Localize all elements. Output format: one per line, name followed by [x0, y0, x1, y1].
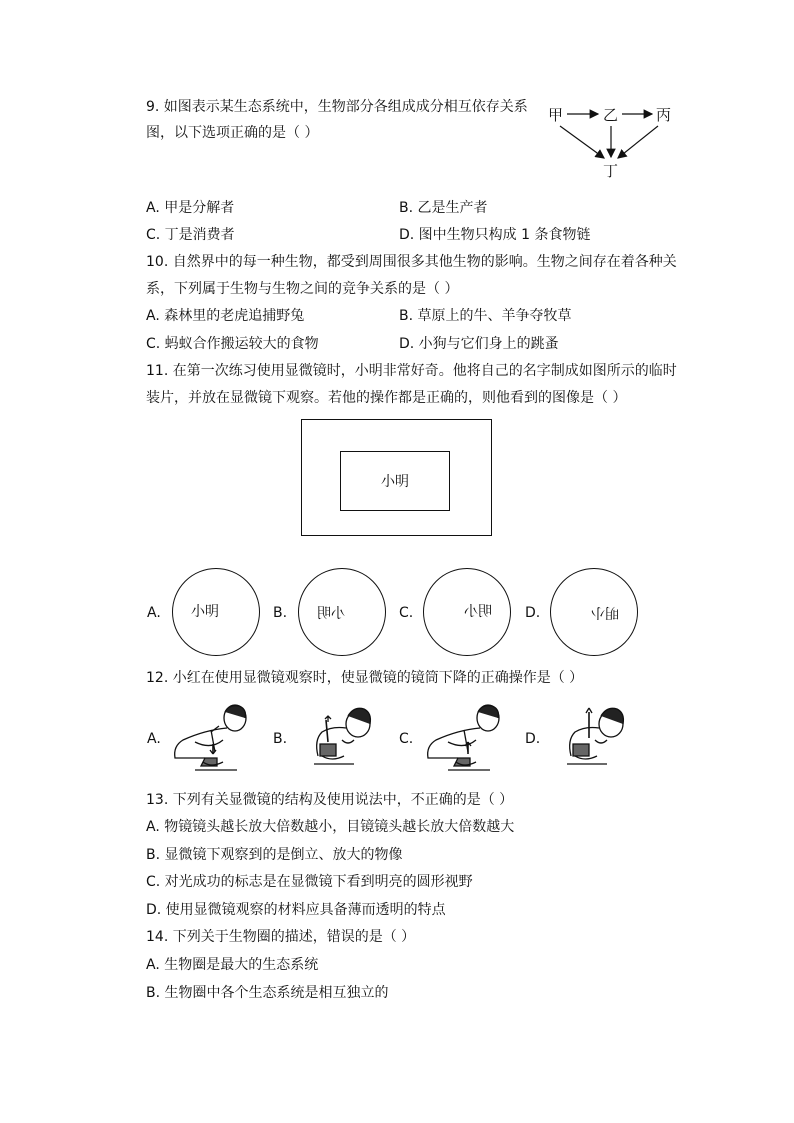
q10-option-b: B. 草原上的牛、羊争夺牧草: [399, 308, 572, 324]
slide-label-box: [340, 451, 450, 511]
q11-option-a-text: 小明: [191, 604, 219, 620]
q11-option-b-text: 小明: [317, 606, 345, 622]
q11-option-d-text: 明小: [591, 604, 619, 620]
q11-stem-line2: 装片，并放在显微镜下观察。若他的操作都是正确的，则他看到的图像是（ ）: [146, 390, 627, 406]
q13-stem: 13. 下列有关显微镜的结构及使用说法中，不正确的是（ ）: [146, 792, 514, 808]
q11-option-c-letter: C.: [399, 605, 414, 621]
q10-stem-line2: 系，下列属于生物与生物之间的竞争关系的是（ ）: [146, 281, 459, 297]
temporary-slide-figure: [301, 419, 492, 536]
arrow-jia-ding: [560, 126, 604, 158]
node-yi: 乙: [603, 106, 619, 124]
q12-option-b-illustration: [292, 702, 382, 778]
q11-option-d-letter: D.: [525, 605, 541, 621]
q12-option-a-letter: A.: [147, 731, 161, 747]
q11-stem-line1: 11. 在第一次练习使用显微镜时，小明非常好奇。他将自己的名字制成如图所示的临时: [146, 363, 677, 379]
q12-option-c-letter: C.: [399, 731, 414, 747]
q14-stem: 14. 下列关于生物圈的描述，错误的是（ ）: [146, 929, 416, 945]
q11-option-a-circle: [172, 568, 260, 656]
q13-option-b: B. 显微镜下观察到的是倒立、放大的物像: [146, 847, 403, 863]
q14-option-a: A. 生物圈是最大的生态系统: [146, 957, 319, 973]
node-ding: 丁: [603, 162, 619, 180]
arrow-bing-ding: [618, 126, 658, 158]
q11-option-c-circle: [423, 568, 511, 656]
q13-option-d: D. 使用显微镜观察的材料应具备薄而透明的特点: [146, 902, 446, 918]
q11-option-d-circle: [550, 568, 638, 656]
q12-option-c-illustration: [418, 702, 508, 778]
q12-option-a-illustration: [165, 702, 255, 778]
q14-option-b: B. 生物圈中各个生态系统是相互独立的: [146, 985, 389, 1001]
q10-stem-line1: 10. 自然界中的每一种生物，都受到周围很多其他生物的影响。生物之间存在着各种关: [146, 254, 677, 270]
q11-option-c-text: 明小: [464, 604, 492, 620]
q10-option-d: D. 小狗与它们身上的跳蚤: [399, 336, 559, 352]
node-bing: 丙: [656, 106, 672, 124]
q12-stem: 12. 小红在使用显微镜观察时，使显微镜的镜筒下降的正确操作是（ ）: [146, 670, 584, 686]
q9-option-a: A. 甲是分解者: [146, 200, 235, 216]
q9-option-c: C. 丁是消费者: [146, 227, 235, 243]
q12-option-d-illustration: [545, 702, 635, 778]
q11-option-a-letter: A.: [147, 605, 161, 621]
q13-option-a: A. 物镜镜头越长放大倍数越小，目镜镜头越长放大倍数越大: [146, 819, 515, 835]
q9-option-b: B. 乙是生产者: [399, 200, 488, 216]
q11-option-b-circle: [298, 568, 386, 656]
q12-option-b-letter: B.: [273, 731, 288, 747]
node-jia: 甲: [548, 106, 564, 124]
q13-option-c: C. 对光成功的标志是在显微镜下看到明亮的圆形视野: [146, 874, 473, 890]
food-web-diagram: [540, 100, 680, 182]
q9-stem-line1: 9. 如图表示某生态系统中，生物部分各组成成分相互依存关系: [146, 99, 528, 115]
q12-option-d-letter: D.: [525, 731, 541, 747]
q11-option-b-letter: B.: [273, 605, 288, 621]
q10-option-a: A. 森林里的老虎追捕野兔: [146, 308, 305, 324]
q9-stem-line2: 图，以下选项正确的是（ ）: [146, 125, 319, 141]
slide-text: 小明: [381, 474, 409, 490]
q9-option-d: D. 图中生物只构成 1 条食物链: [399, 227, 591, 243]
q10-option-c: C. 蚂蚁合作搬运较大的食物: [146, 336, 319, 352]
